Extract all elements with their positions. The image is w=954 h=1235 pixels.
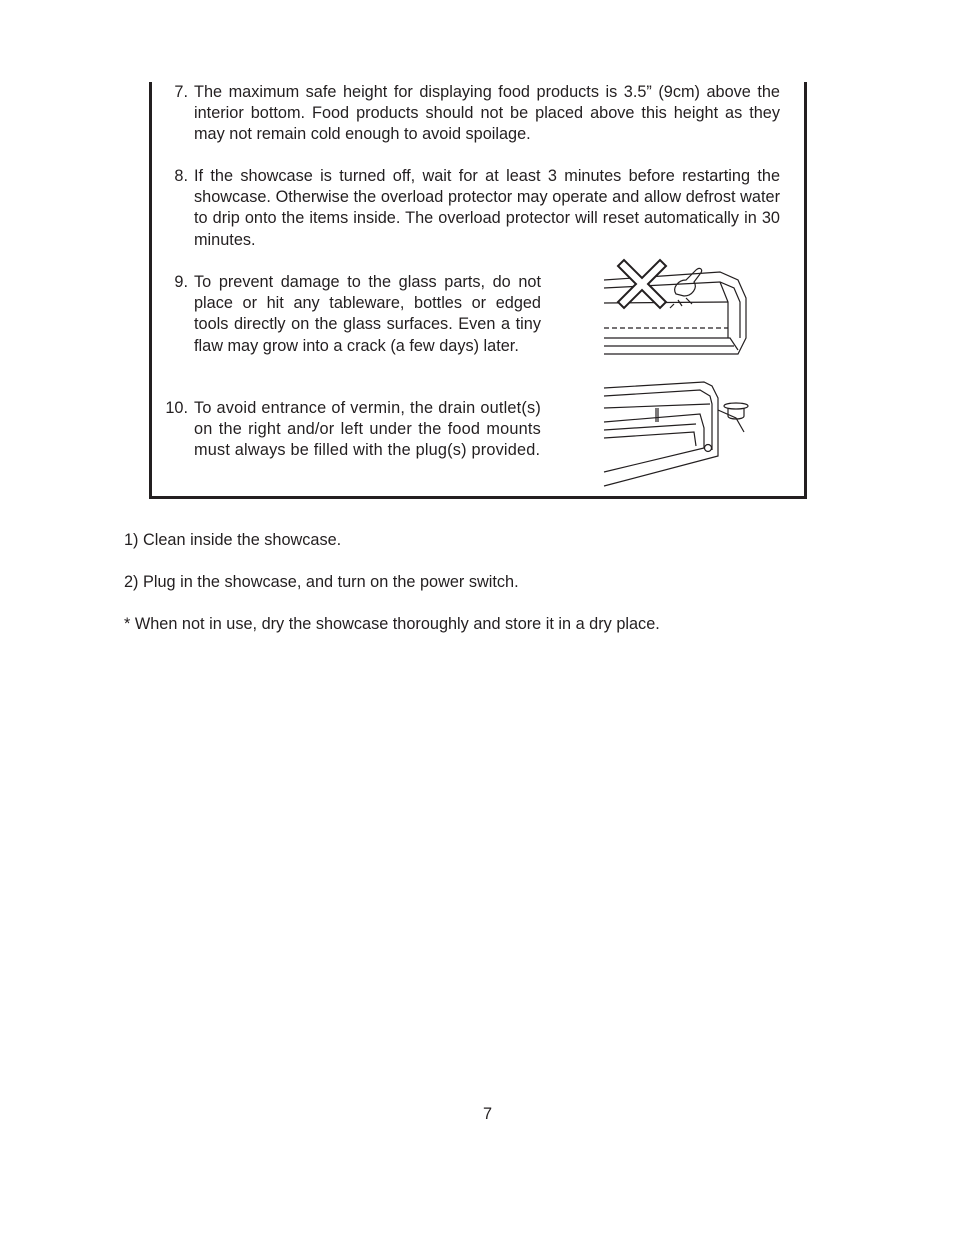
drain-plug-illustration: [600, 378, 760, 490]
note-text: If the showcase is turned off, wait for at least 3 minutes before restarting the showcase. Otherwise the overload protector may operate and allow defrost water to drip onto the items inside. The overload protector will reset automatically in 30 minutes.: [194, 167, 780, 249]
prohibited-x-icon: [618, 260, 666, 308]
note-text: To prevent damage to the glass parts, do not place or hit any tableware, bottles or edged tools directly on the glass surfaces. Even a tiny flaw may grow into a crack (a few days) later.: [194, 273, 541, 355]
note-text: The maximum safe height for displaying food products is 3.5” (9cm) above the interior bottom. Food products should not be placed above this height as they may not remain cold enough to avoid spoilage.: [194, 83, 780, 144]
step-1: 1) Clean inside the showcase.: [124, 531, 342, 549]
page-number: 7: [482, 1105, 493, 1123]
note-number: 10.: [165, 399, 188, 417]
step-2: 2) Plug in the showcase, and turn on the power switch.: [124, 573, 519, 591]
note-text: To avoid entrance of vermin, the drain outlet(s) on the right and/or left under the food mounts must always be filled with the plug(s) provided.: [194, 399, 541, 460]
showcase-glass-illustration: [600, 258, 750, 363]
storage-note: * When not in use, dry the showcase thoroughly and store it in a dry place.: [124, 615, 660, 633]
note-number: 7.: [174, 83, 188, 101]
note-number: 8.: [174, 167, 188, 185]
note-number: 9.: [174, 273, 188, 291]
